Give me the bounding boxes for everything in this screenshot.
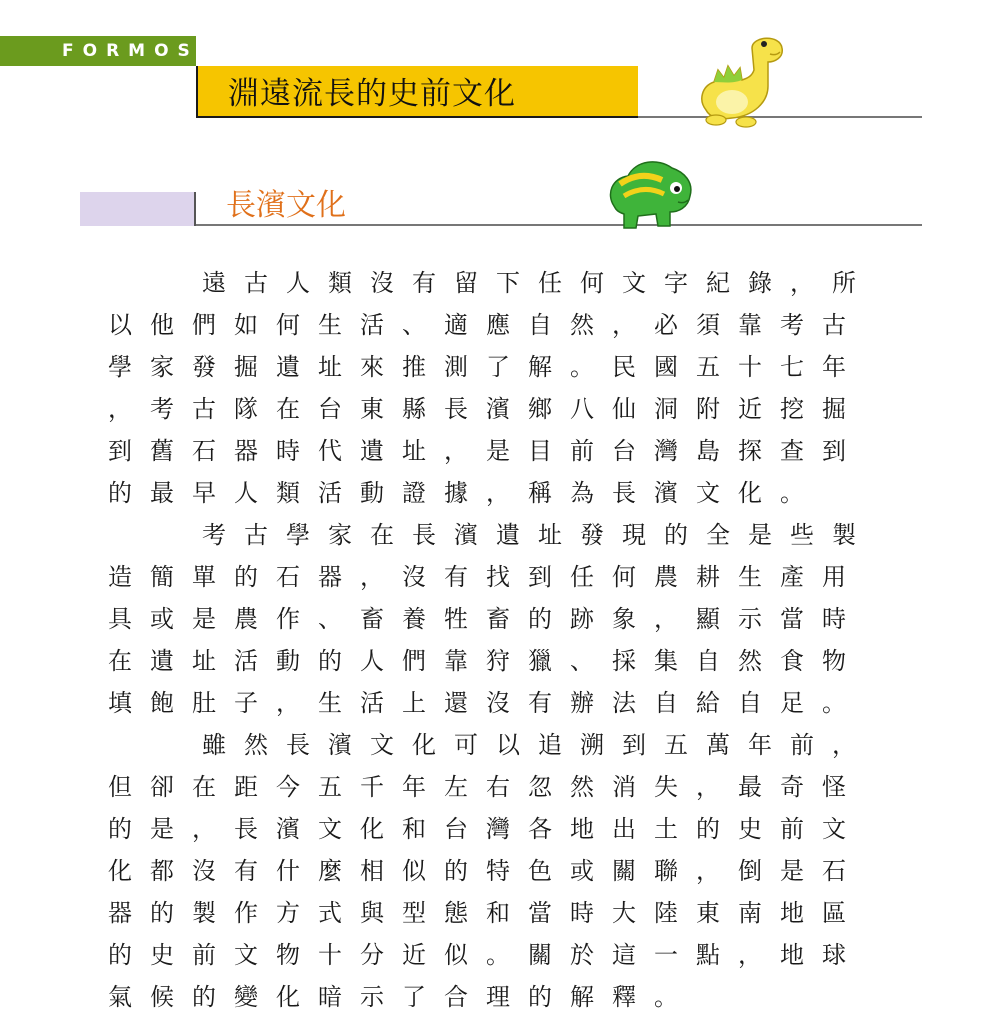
text-line: 遠古人類沒有留下任何文字紀錄，所: [202, 269, 874, 297]
text-line: 化都沒有什麼相似的特色或關聯，倒是石: [108, 857, 864, 885]
text-line: 以他們如何生活、適應自然，必須靠考古: [108, 311, 864, 339]
dinosaur-green-icon: [600, 150, 700, 236]
text-line: 在遺址活動的人們靠狩獵、採集自然食物: [108, 647, 864, 675]
text-line: 氣候的變化暗示了合理的解釋。: [108, 983, 696, 1011]
text-line: 但卻在距今五千年左右忽然消失，最奇怪: [108, 773, 864, 801]
section-divider: [194, 192, 196, 226]
text-line: 考古學家在長濱遺址發現的全是些製: [202, 521, 874, 549]
brand-label: FORMOSA: [62, 41, 221, 61]
text-line: 的最早人類活動證據，稱為長濱文化。: [108, 479, 822, 507]
text-line: 學家發掘遺址來推測了解。民國五十七年: [108, 353, 864, 381]
section-accent: [80, 192, 194, 226]
article-body: [108, 262, 928, 1018]
text-line: 造簡單的石器，沒有找到任何農耕生產用: [108, 563, 864, 591]
dinosaur-yellow-icon: [688, 30, 788, 130]
page-title: 淵遠流長的史前文化: [228, 76, 516, 112]
text-line: 雖然長濱文化可以追溯到五萬年前，: [202, 731, 874, 759]
text-line: ，考古隊在台東縣長濱鄉八仙洞附近挖掘: [108, 395, 864, 423]
section-title: 長濱文化: [226, 188, 346, 223]
text-line: 具或是農作、畜養牲畜的跡象，顯示當時: [108, 605, 864, 633]
text-line: 到舊石器時代遺址，是目前台灣島探查到: [108, 437, 864, 465]
text-line: 器的製作方式與型態和當時大陸東南地區: [108, 899, 864, 927]
text-line: 填飽肚子，生活上還沒有辦法自給自足。: [108, 689, 864, 717]
text-line: 的是，長濱文化和台灣各地出土的史前文: [108, 815, 864, 843]
text-line: 的史前文物十分近似。關於這一點，地球: [108, 941, 864, 969]
